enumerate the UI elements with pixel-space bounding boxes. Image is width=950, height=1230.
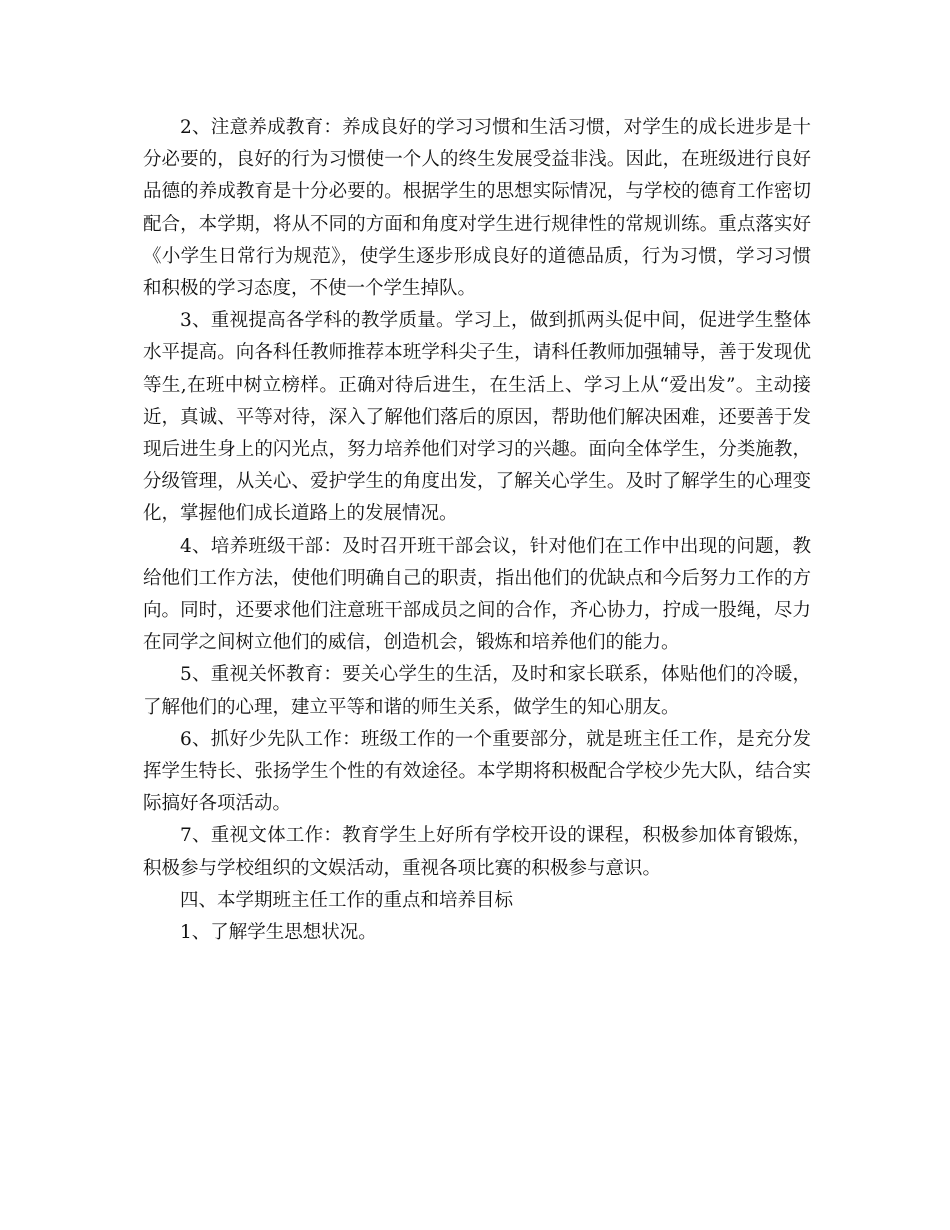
paragraph-understand-students: 1、了解学生思想状况。	[180, 922, 377, 944]
paragraph-habit-education: 2、注意养成教育：养成良好的学习习惯和生活习惯，对学生的成长进步是十分必要的，良好的行为习惯使一个人的终生发展受益非浅。因此，在班级进行良好品德的养成教育是十分必要的。根据学生的思想实际情况，与学校的德育工作密切配合，本学期，将从不同的方面和角度对学生进行规律性的常规训练。重点落实好《小学生日常行为规范》，使学生逐步形成良好的道德品质，行为习惯，学习习惯和积极的学习态度，不使一个学生掉队。	[143, 117, 811, 300]
document-body	[143, 112, 811, 949]
paragraph-care-education: 5、重视关怀教育：要关心学生的生活，及时和家长联系，体贴他们的冷暖，了解他们的心理，建立平等和谐的师生关系，做学生的知心朋友。	[143, 664, 811, 718]
paragraph-young-pioneers: 6、抓好少先队工作：班级工作的一个重要部分，就是班主任工作，是充分发挥学生特长、张扬学生个性的有效途径。本学期将积极配合学校少先大队，结合实际搞好各项活动。	[143, 728, 811, 815]
paragraph-culture-sports: 7、重视文体工作：教育学生上好所有学校开设的课程，积极参加体育锻炼，积极参与学校组织的文娱活动，重视各项比赛的积极参与意识。	[143, 825, 811, 879]
paragraph-class-cadres: 4、培养班级干部：及时召开班干部会议，针对他们在工作中出现的问题，教给他们工作方法，使他们明确自己的职责，指出他们的优缺点和今后努力工作的方向。同时，还要求他们注意班干部成员之间的合作，齐心协力，拧成一股绳，尽力在同学之间树立他们的威信，创造机会，锻炼和培养他们的能力。	[143, 535, 811, 654]
paragraph-teaching-quality: 3、重视提高各学科的教学质量。学习上，做到抓两头促中间，促进学生整体水平提高。向各科任教师推荐本班学科尖子生，请科任教师加强辅导，善于发现优等生,在班中树立榜样。正确对待后进生，在生活上、学习上从“爱出发”。主动接近，真诚、平等对待，深入了解他们落后的原因，帮助他们解决困难，还要善于发现后进生身上的闪光点，努力培养他们对学习的兴趣。面向全体学生，分类施教，分级管理，从关心、爱护学生的角度出发，了解关心学生。及时了解学生的心理变化，掌握他们成长道路上的发展情况。	[143, 310, 811, 525]
section-heading-key-goals: 四、本学期班主任工作的重点和培养目标	[180, 889, 514, 911]
